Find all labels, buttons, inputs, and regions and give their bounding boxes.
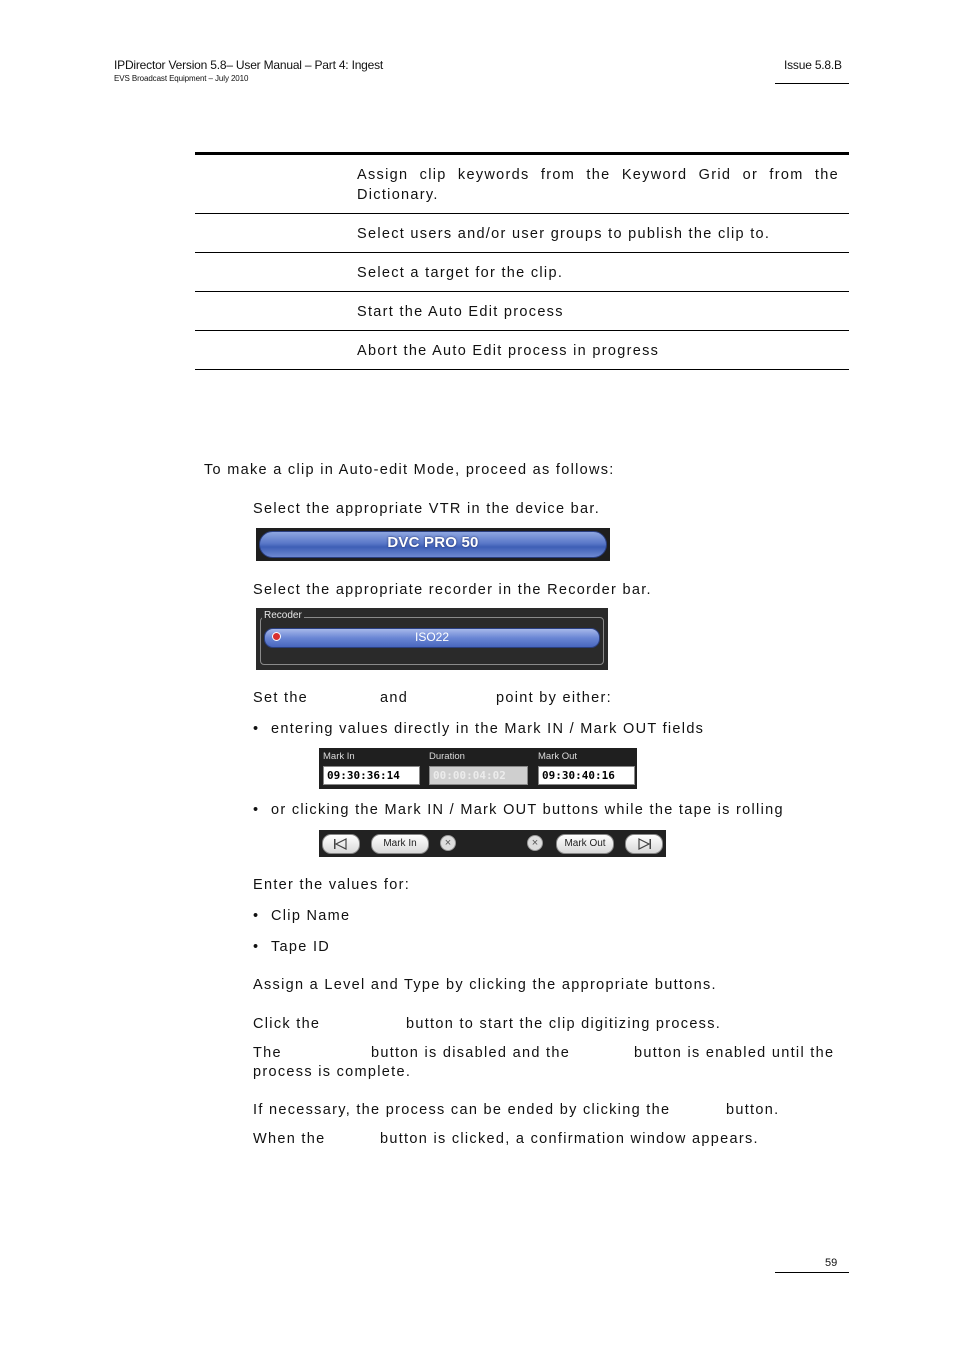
note-a: The <box>253 1045 282 1061</box>
table-row <box>195 253 849 292</box>
bullet-tape-id: • Tape ID <box>271 938 330 958</box>
table-cell-button <box>195 155 357 213</box>
abort-note-b: button is clicked, a confirmation window appears. <box>380 1131 759 1147</box>
table-cell-button <box>195 214 357 252</box>
table-cell-button <box>195 292 357 330</box>
go-to-in-button[interactable] <box>322 834 360 854</box>
step-set-mark-a: Set the <box>253 690 309 706</box>
go-to-out-button[interactable] <box>625 834 663 854</box>
duration-caption: Duration <box>429 751 465 762</box>
mark-in-caption: Mark In <box>323 751 355 762</box>
step-set-mark-b: and <box>380 690 409 706</box>
table-row <box>195 214 849 253</box>
clear-mark-out-icon[interactable]: × <box>527 835 543 851</box>
step-enter-values: Enter the values for: <box>253 877 411 893</box>
note-b: button is disabled and the <box>371 1045 571 1061</box>
step-click-start-b: button to start the clip digitizing process. <box>406 1016 722 1032</box>
skip-back-icon <box>331 838 351 850</box>
mark-out-caption: Mark Out <box>538 751 578 762</box>
bullet-enter-values: • entering values directly in the Mark IN / Mark OUT fields <box>271 720 704 740</box>
step-abort-b: button. <box>726 1102 780 1118</box>
step-click-start-a: Click the <box>253 1016 321 1032</box>
page-number: 59 <box>825 1257 838 1269</box>
recorder-bar <box>256 608 608 670</box>
vtr-label: DVC PRO 50 <box>387 534 479 551</box>
table-cell-description: Select a target for the clip. <box>357 265 564 281</box>
note-c: button is enabled until the <box>634 1045 835 1061</box>
buttons-table <box>195 152 849 370</box>
recorder-label: ISO22 <box>414 630 450 644</box>
step-select-vtr: Select the appropriate VTR in the device bar. <box>253 501 601 517</box>
header-title: IPDirector Version 5.8– User Manual – Part 4: Ingest <box>114 58 384 72</box>
bullet-click-buttons: • or clicking the Mark IN / Mark OUT buttons while the tape is rolling <box>271 801 784 821</box>
clear-mark-in-icon[interactable]: × <box>440 835 456 851</box>
recorder-legend: Recoder <box>264 610 302 621</box>
footer-rule <box>775 1272 849 1273</box>
step-select-recorder: Select the appropriate recorder in the Recorder bar. <box>253 582 652 598</box>
step-assign-level: Assign a Level and Type by clicking the appropriate buttons. <box>253 977 717 993</box>
skip-forward-icon <box>634 838 654 850</box>
table-cell-button <box>195 331 357 369</box>
table-cell-description: Abort the Auto Edit process in progress <box>357 343 660 359</box>
table-cell-description: Start the Auto Edit process <box>357 304 564 320</box>
mark-out-field[interactable]: 09:30:40:16 <box>538 766 635 785</box>
table-cell-description: Assign clip keywords from the Keyword Grid or from the Dictionary. <box>357 167 839 203</box>
header-subtitle: EVS Broadcast Equipment – July 2010 <box>114 74 249 83</box>
procedure-intro: To make a clip in Auto-edit Mode, proceed as follows: <box>204 462 615 478</box>
mark-out-button[interactable]: Mark Out <box>556 834 614 854</box>
note-d: process is complete. <box>253 1064 412 1080</box>
step-set-mark-c: point by either: <box>496 690 612 706</box>
step-abort-a: If necessary, the process can be ended by clicking the <box>253 1102 671 1118</box>
table-row <box>195 155 849 214</box>
mark-in-field[interactable]: 09:30:36:14 <box>323 766 420 785</box>
mark-buttons-panel <box>319 830 666 857</box>
duration-field: 00:00:04:02 <box>429 766 528 785</box>
abort-note-a: When the <box>253 1131 326 1147</box>
table-cell-button <box>195 253 357 291</box>
table-row <box>195 331 849 370</box>
vtr-device-bar[interactable] <box>256 528 610 561</box>
mark-in-button[interactable]: Mark In <box>371 834 429 854</box>
table-row <box>195 292 849 331</box>
header-rule <box>775 83 849 84</box>
table-cell-description: Select users and/or user groups to publish the clip to. <box>357 226 771 242</box>
mark-fields-panel <box>319 748 637 789</box>
bullet-clip-name: • Clip Name <box>271 907 350 927</box>
header-issue: Issue 5.8.B <box>784 58 842 72</box>
